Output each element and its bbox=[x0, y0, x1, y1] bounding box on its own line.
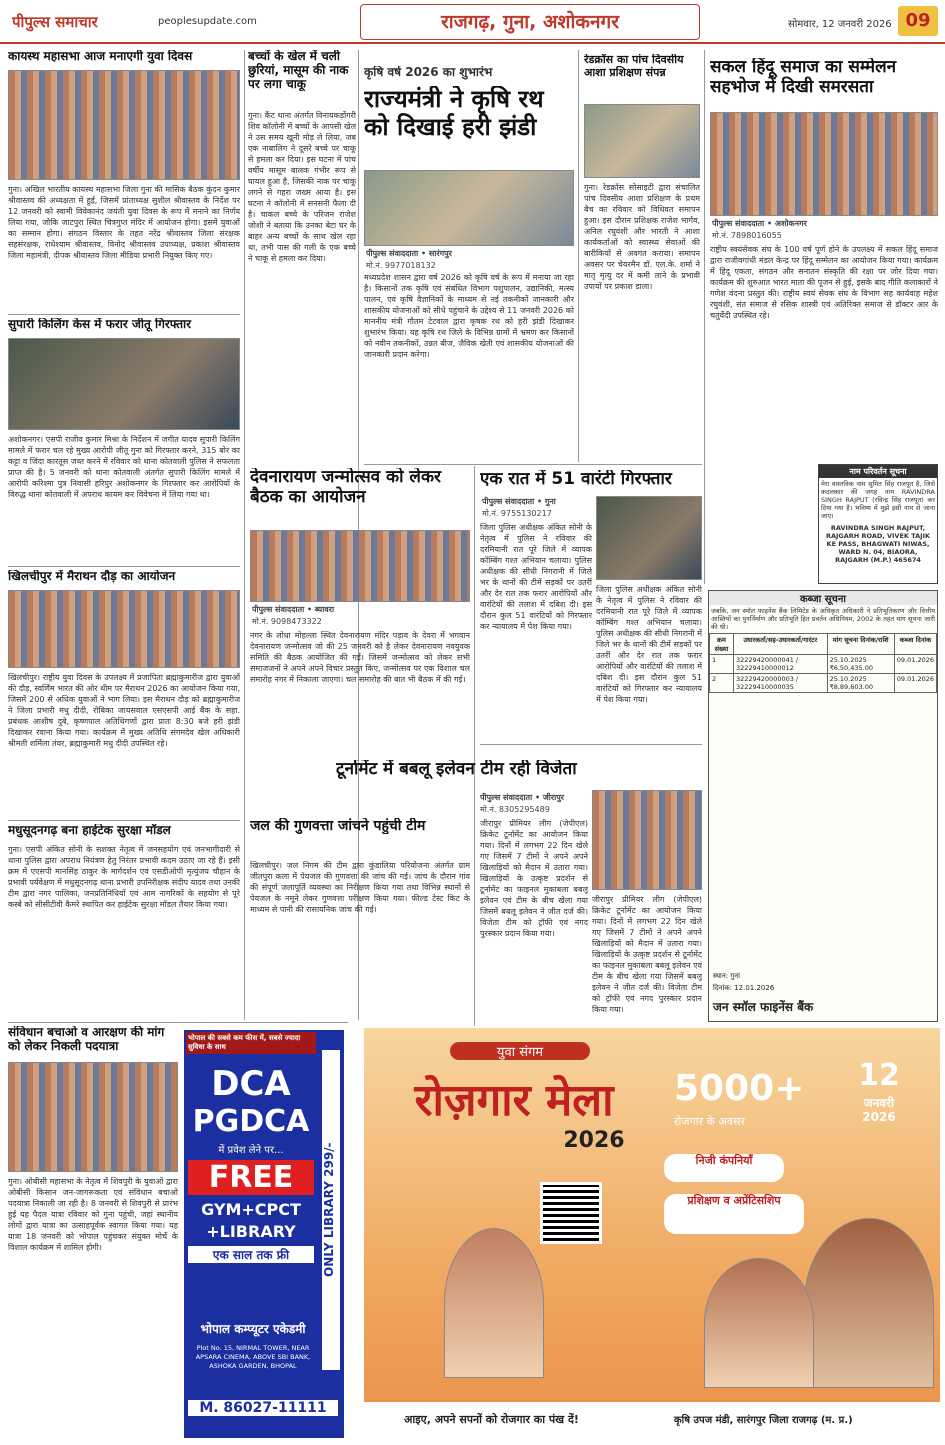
mobile-tournament: मो.नं. 8305295489 bbox=[480, 805, 550, 814]
name-change-body: मेरा वास्तविक नाम सुमित सिंह राजपूत है, जिसे कदलकार की जगह नाम RAVINDRA SINGH RAJPUT (रविन्द्र सिंह राजपूत) कर दिया गया है। भविष्य में मुझे इसी नाम से जाना जाए। bbox=[821, 480, 935, 520]
mela-date-year: 2026 bbox=[862, 1110, 896, 1124]
photo-leader-right bbox=[804, 1218, 934, 1388]
table-row: 2 32229420000003 / 32229410000035 25.10.2025 ₹8,89,603.00 09.01.2026 bbox=[710, 674, 937, 693]
article-water-quality: खिलचीपुर। जल निगम की टीम द्वारा कुंडालिया परियोजना अंतर्गत ग्राम जीतपुरा कला में पेयजल की गुणवत्ता की जांच की गई। जांच के दौरान गांव की संपूर्ण जलापूर्ति व्यवस्था का निरीक्षण किया गया तथा विभिन्न स्थानों से पेयजल के नमूने लेकर गुणवत्ता परीक्षण किया गया। फील्ड टेस्ट किट के माध्यम से पानी की रासायनिक जांच की गई। bbox=[250, 861, 470, 914]
mela-pill-private: निजी कंपनियाँ bbox=[664, 1154, 784, 1182]
headline-padyatra: संविधान बचाओ व आरक्षण की मांग को लेकर निकली पदयात्रा bbox=[8, 1026, 165, 1053]
notice-table bbox=[709, 633, 937, 693]
photo-police-arrest bbox=[8, 338, 240, 430]
photo-devnarayan bbox=[250, 530, 470, 602]
ad-dca-line2: PGDCA bbox=[192, 1104, 310, 1139]
credit-warranty: पीपुल्स संवाददाता • गुना bbox=[482, 497, 556, 506]
article-devnarayan: नगर के लोधा मोहल्ला स्थित देवनारायण मंदिर पड़ाव के देवरा में भगवान देवनारायण जन्मोत्सव जो की 25 जनवरी को है लेकर देवनारायण नवयुवक समिति की बैठक आयोजित की गई। जिसमें जन्मोत्सव को लेकर सभी समाजजनों ने अपने अपने विचार प्रस्तुत किए, जन्मोत्सव पर एक विशाल चल समारोह नगर में निकाला जाएगा। चल समारोह की बात भी बैठक में की गई। bbox=[250, 631, 470, 684]
headline-babloo-eleven: टूर्नामेंट में बबलू इलेवन टीम रही विजेता bbox=[336, 760, 577, 779]
notice-bank: जन स्मॉल फाइनेंस बैंक bbox=[713, 1000, 814, 1014]
photo-padyatra bbox=[8, 1062, 178, 1172]
article-babloo-eleven-cont: जीरापुर प्रीमियर लीग (जेपीएल) क्रिकेट टूर्नामेंट का आयोजन किया गया। दिनों में लगभग 22 दिन खेले गए जिसमें 7 टीमों ने अपने अपने खिलाड़ियों को मैदान में उतारा गया। खिलाड़ियों के उत्कृष्ट प्रदर्शन से टूर्नामेंट का फाइनल मुकाबला बबलू इलेवन एवं टीम के बीच खेला गया जिसमें बबलू इलेवन ने जीत दर्ज की। विजेता टीम को ट्रॉफी एवं नगद पुरस्कार प्रदान किया गया। bbox=[592, 895, 702, 1014]
name-change-notice bbox=[818, 464, 938, 584]
ad-dca-free: FREE bbox=[188, 1160, 314, 1195]
notice-title: कब्जा सूचना bbox=[709, 591, 937, 605]
mela-title: रोज़गार मेला bbox=[414, 1075, 614, 1126]
issue-date: सोमवार, 12 जनवरी 2026 bbox=[788, 19, 892, 30]
headline-hitech-security: मधुसूदनगढ़ बना हाईटेक सुरक्षा मॉडल bbox=[8, 824, 171, 837]
ad-dca-gym: GYM+CPCT bbox=[201, 1200, 301, 1219]
headline-water-quality: जल की गुणवत्ता जांचने पहुंची टीम bbox=[250, 818, 426, 834]
mobile-warranty: मो.नं. 9755130217 bbox=[482, 509, 552, 518]
brand-logo: पीपुल्स समाचार bbox=[12, 13, 98, 31]
section-title: राजगढ़, गुना, अशोकनगर bbox=[360, 4, 700, 40]
credit-sammelan: पीपुल्स संवाददाता • अशोकनगर bbox=[712, 219, 807, 228]
website-link[interactable]: peoplesupdate.com bbox=[158, 16, 257, 27]
article-51-warranty-cont: जिला पुलिस अधीक्षक अंकित सोनी के नेतृत्व में पुलिस ने रविवार की दरमियानी रात पूरे जिले में व्यापक कॉम्बिंग गश्त अभियान चलाया। पुलिस अधीक्षक की सीधी निगरानी में जिले भर के थानों की टीमें सड़कों पर उतरीं और देर रात तक फरार आरोपियों और वारंटियों की तलाश में दबिश दी। इस दौरान कुल 51 वारंटियों को गिरफ्तार कर न्यायालय में पेश किया गया। bbox=[596, 585, 702, 704]
photo-warranty-arrest bbox=[596, 496, 702, 580]
ad-dca-phone[interactable]: M. 86027-11111 bbox=[188, 1400, 338, 1416]
ad-dca-institute: भोपाल कम्प्यूटर एकेडमी bbox=[200, 1322, 306, 1336]
mobile-devnarayan: मो.नं. 9098473322 bbox=[252, 617, 322, 626]
photo-tournament bbox=[592, 790, 702, 890]
mela-tagline: आइए, अपने सपनों को रोजगार का पंख दें! bbox=[404, 1413, 579, 1426]
ad-dca-side-strip: ONLY LIBRARY 299/- bbox=[322, 1050, 340, 1370]
headline-devnarayan: देवनारायण जन्मोत्सव को लेकर बैठक का आयोजन bbox=[250, 468, 441, 507]
photo-krishi-rath bbox=[364, 170, 574, 246]
notice-date: दिनांक: 12.01.2026 bbox=[713, 984, 775, 992]
article-knife-attack: गुना। कैंट थाना अंतर्गत विनायकड़ोंगरी शिव कॉलोनी में बच्चों के आपसी खेल ने उस समय खूनी मोड़ ले लिया, जब एक नाबालिग ने दूसरे बच्चे पर चाकू से हमला कर दिया। इस घटना में पांच वर्षीय मासूम बालक गंभीर रूप से घायल हुआ है, जिसकी नाक पर चाकू लगने से गहरा जख्म आया है। इस घटना ने कॉलोनी में सनसनी फैला दी है। चाकल बच्चे के परिजन राजेश जोशी ने बताया कि उनका बेटा घर के बाहर अन्य बच्चों के साथ खेल रहा था, तभी पास की गली के एक बच्चे ने चाकू से हमला कर दिया। bbox=[248, 111, 356, 263]
mela-pill-training: प्रशिक्षण व अप्रेंटिसशिप bbox=[664, 1194, 804, 1234]
mobile-sammelan: मो.नं. 7898016055 bbox=[712, 231, 782, 240]
ad-dca-topline: भोपाल की सबसे कम फीस में, सबसे ज्यादा सुविधा के साथ bbox=[186, 1032, 316, 1054]
article-supari-killing: अशोकनगर। एसपी राजीव कुमार मिश्रा के निर्देशन में जगीत यादव सुपारी किलिंग मामले में फरार चल रहे मुख्य आरोपी जीतू गुना को गिरफ्तार करने, 315 बोर का कट्टा व जिंदा कारतूस जब्त करने में रविवार को थाना कोतवाली पुलिस ने सफलता प्राप्त की है। 5 जनवरी को थाना कोतवाली अंतर्गत सुपारी किलिंग मामले में आरोपी करिश्मा पुत्र निवासी हरिपुर अशोकनगर के गिरफ्तार कर आरोपियों के विरुद्ध थाना कोतवाली में अपराध कायम कर विवेचना में लिया गया था। bbox=[8, 435, 240, 499]
photo-redcross bbox=[584, 104, 700, 178]
mela-count-sub: रोजगार के अवसर bbox=[674, 1115, 745, 1128]
mela-date-day: 12 bbox=[858, 1058, 900, 1093]
ad-dca-oneyear: एक साल तक फ्री bbox=[188, 1246, 314, 1263]
page-number: 09 bbox=[898, 6, 938, 36]
credit-devnarayan: पीपुल्स संवाददाता • ब्यावरा bbox=[252, 605, 335, 614]
photo-leader-left bbox=[444, 1228, 544, 1378]
ad-dca-address: Plot No. 15, NIRMAL TOWER, NEAR APSARA CINEMA, ABOVE SBI BANK, ASHOKA GARDEN, BHOPAL bbox=[195, 1344, 311, 1370]
mela-date-month: जनवरी bbox=[863, 1096, 895, 1110]
photo-kayastha-meeting bbox=[8, 70, 240, 180]
photo-hindu-sammelan bbox=[710, 112, 938, 216]
mela-small: युवा संगम bbox=[450, 1042, 590, 1060]
headline-51-warranty: एक रात में 51 वारंटी गिरफ्तार bbox=[480, 470, 672, 489]
article-padyatra: गुना। ओबीसी महासभा के नेतृत्व में शिवपुरी के युवाओं द्वारा ओबीसी किसान जन-जागरूकता एवं संविधान बचाओ पदयात्रा निकाली जा रही है। 8 जनवरी से शिवपुरी से प्रारंभ हुई यह पैदल यात्रा रविवार को गुना पहुंची, जहां स्थानीय लोगों द्वारा यात्रा का उत्साहपूर्वक स्वागत किया गया। यह यात्रा 18 जनवरी को भोपाल पहुंचकर संयुक्त मोर्चे के विशाल कार्यक्रम में शामिल होगी। bbox=[8, 1177, 178, 1252]
credit-tournament: पीपुल्स संवाददाता • जीरापुर bbox=[480, 793, 565, 802]
photo-leader-center bbox=[704, 1258, 814, 1388]
headline-knife-attack: बच्चों के खेल में चली छुरियां, मासूम की नाक पर लगा चाकू bbox=[248, 50, 349, 91]
notice-intro: जबकि, जन स्मॉल फाइनेंस बैंक लिमिटेड के अधिकृत अधिकारी ने प्रतिभूतिकरण और वित्तीय आस्तियों का पुनर्निर्माण और प्रतिभूति हित प्रवर्तन अधिनियम, 2002 के तहत मांग सूचना जारी की थी। bbox=[711, 607, 935, 631]
mela-count: 5000+ bbox=[674, 1068, 805, 1109]
mela-year: 2026 bbox=[563, 1128, 625, 1153]
headline-supari-killing: सुपारी किलिंग केस में फरार जीतू गिरफ्तार bbox=[8, 318, 192, 331]
ad-dca-line3: में प्रवेश लेने पर... bbox=[218, 1145, 284, 1156]
photo-marathon bbox=[8, 590, 240, 668]
article-babloo-eleven: जीरापुर प्रीमियर लीग (जेपीएल) क्रिकेट टूर्नामेंट का आयोजन किया गया। दिनों में लगभग 22 दिन खेले गए जिसमें 7 टीमों ने अपने अपने खिलाड़ियों को मैदान में उतारा गया। खिलाड़ियों के उत्कृष्ट प्रदर्शन से टूर्नामेंट का फाइनल मुकाबला बबलू इलेवन एवं टीम के बीच खेला गया जिसमें बबलू इलेवन ने जीत दर्ज की। विजेता टीम को ट्रॉफी एवं नगद पुरस्कार प्रदान किया गया। bbox=[480, 819, 588, 938]
article-redcross: गुना। रेडक्रॉस सोसाइटी द्वारा संचालित पांच दिवसीय आशा प्रशिक्षण के प्रथम बैच का रविवार को विधिवत समापन हुआ। इस दौरान प्रशिक्षक राजेश भार्गव, अनिल रघुवंशी और भारती ने आशा कार्यकर्ताओं को स्वास्थ्य सेवाओं की बारीकियों से अवगत कराया। समापन अवसर पर चेयरमैन डॉ. एल.के. शर्मा ने मातृ मृत्यु दर में कमी लाने के प्रभावी उपायों पर प्रकाश डाला। bbox=[584, 183, 700, 291]
name-change-address: RAVINDRA SINGH RAJPUT, RAJGARH ROAD, VIVEK TAJIK KE PASS, BHAGWATI NIWAS, WARD N. 04, BIAORA, RAJGARH (M.P.) 465674 bbox=[825, 524, 931, 564]
notice-col-possession: कब्जा दिनांक bbox=[894, 634, 936, 655]
ad-rozgar-mela[interactable] bbox=[364, 1028, 940, 1438]
credit-krishi: पीपुल्स संवाददाता • सारंगपुर bbox=[366, 249, 452, 258]
notice-col-sno: क्रम संख्या bbox=[710, 634, 734, 655]
article-51-warranty: जिला पुलिस अधीक्षक अंकित सोनी के नेतृत्व में पुलिस ने रविवार की दरमियानी रात पूरे जिले में व्यापक कॉम्बिंग गश्त अभियान चलाया। पुलिस अधीक्षक की सीधी निगरानी में जिले भर के थानों की टीमें सड़कों पर उतरीं और देर रात तक फरार आरोपियों और वारंटियों की तलाश में दबिश दी। इस दौरान कुल 51 वारंटियों को गिरफ्तार कर न्यायालय में पेश किया गया। bbox=[480, 523, 592, 631]
article-marathon: खिलचीपुर। राष्ट्रीय युवा दिवस के उपलक्ष्य में प्रजापिता ब्रह्माकुमारीज द्वारा युवाओं की दौड़, स्वर्णिम भारत की ओर थीम पर मैराथन 2026 का आयोजन किया गया, जिसमें 200 से अधिक युवाओं ने भाग लिया। इस मैराथन दौड़ को ब्रह्माकुमारीज ने जिला प्रभारी मधु दीदी, रोबिका जायसवाल एसएसपी आई बैंक के सहा. प्रबंधक आशीष दुबे, कृष्णपाल अतिथिगणों द्वारा प्रातः 8:30 बजे हरी झंडी दिखाकर रवाना किया गया। कार्यक्रम में मुख्य अतिथि संगमदेव खेल अधिकारी श्रीमती शर्मिला तंवर, ब्रह्माकुमारी मधु दीदी उपस्थित रहे। bbox=[8, 673, 240, 748]
headline-hindu-sammelan: सकल हिंदू समाज का सम्मेलन सहभोज में दिखी समरसता bbox=[710, 58, 897, 97]
name-change-title: नाम परिवर्तन सूचना bbox=[819, 465, 937, 478]
mela-venue: कृषि उपज मंडी, सारंगपुर जिला राजगढ़ (म. प्र.) bbox=[674, 1415, 853, 1426]
qr-code-icon[interactable] bbox=[540, 1182, 602, 1244]
notice-place: स्थान: गुना bbox=[713, 972, 740, 980]
notice-col-borrower: उधारकर्ता/सह-उधारकर्ता/गारंटर bbox=[733, 634, 827, 655]
ad-dca-library: +LIBRARY bbox=[206, 1222, 296, 1241]
headline-kayastha: कायस्थ महासभा आज मनाएगी युवा दिवस bbox=[8, 50, 193, 63]
headline-krishi-rath: राज्यमंत्री ने कृषि रथ को दिखाई हरी झंडी bbox=[364, 86, 544, 141]
article-hitech-security: गुना। एसपी अंकित सोनी के सशक्त नेतृत्व में जनसहयोग एवं जनभागीदारी से थाना पुलिस द्वारा अपराध नियंत्रण हेतु निरंतर प्रभावी कदम उठाए जा रहे हैं। इसी क्रम में एएसपी मानसिंह ठाकुर के मार्गदर्शन एवं एसडीओपी मृत्युंजय चौहान के प्रभावी पर्यवेक्षण में मधुसूदनगढ़ थाना प्रभारी उपनिरीक्षक संदीप यादव तथा उनकी टीम द्वारा नगर पालिका, जनप्रतिनिधियों एवं आम नागरिकों के सहयोग से पूरे कस्बे को सीसीटीवी कैमरे स्थापित कर हाईटेक सुरक्षा मॉडल तैयार किया गया। bbox=[8, 845, 240, 909]
article-krishi-rath: मध्यप्रदेश शासन द्वारा वर्ष 2026 को कृषि वर्ष के रूप में मनाया जा रहा है। किसानों तक कृषि एवं संबंधित विभाग पशुपालन, उद्यानिकी, मत्स्य पालन, एवं कृषि वैज्ञानिकों के माध्यम से नई तकनीकों जानकारी और शासकीय योजनाओं को सीधे पहुंचाने के उद्देश्य से 11 जनवरी 2026 को माननीय मंत्री गौतम टेटवाल द्वारा कृषक रथ को हरी झंडी दिखाकर शुभारंभ किया। यह कृषि रथ जिले के विभिन्न ग्रामों में भ्रमण कर किसानों को नवीन तकनीकों, उन्नत बीज, जैविक खेती एवं शासकीय योजनाओं की जानकारी प्रदान करेगा। bbox=[364, 273, 574, 359]
article-kayastha: गुना। अखिल भारतीय कायस्थ महासभा जिला गुना की मासिक बैठक कुंदन कुमार श्रीवास्तव की अध्यक्षता में हुई, जिसमें प्रांताध्यक्ष सुशील श्रीवास्तव के निर्देश पर 12 जनवरी को स्वामी विवेकानंद जयंती युवा दिवस के रूप में मनाने का निर्णय लिया गया, जोकि जाटपुरा स्थित चित्रगुप्त मंदिर में आयोजन होगा। इसमें युवाओं का सम्मान होगा। संगठन विस्तार के तहत नरेंद्र श्रीवास्तव जिला संरक्षक सहसंरक्षक, राधेश्याम श्रीवास्तव, विनोद श्रीवास्तव उपाध्यक्ष, प्रकाश श्रीवास्तव जिला महामंत्री, दीपक श्रीवास्तव जिला मीडिया प्रभारी नियुक्त किए गए। bbox=[8, 185, 240, 260]
mobile-krishi: मो.नं. 9977018132 bbox=[366, 261, 436, 270]
ad-dca-pgdca[interactable] bbox=[184, 1030, 344, 1438]
table-row: 1 32229420000041 / 32229410000012 25.10.2025 ₹6,50,435.00 09.01.2026 bbox=[710, 655, 937, 674]
headline-marathon: खिलचीपुर में मैराथन दौड़ का आयोजन bbox=[8, 570, 176, 583]
headline-redcross: रेडक्रॉस का पांच दिवसीय आशा प्रशिक्षण संपन्न bbox=[584, 54, 684, 79]
kicker-krishi: कृषि वर्ष 2026 का शुभारंभ bbox=[364, 66, 493, 79]
notice-col-demand: मांग सूचना दिनांक/राशि bbox=[827, 634, 894, 655]
possession-notice bbox=[708, 590, 938, 1022]
ad-dca-line1: DCA bbox=[211, 1064, 291, 1104]
article-hindu-sammelan: राष्ट्रीय स्वयंसेवक संघ के 100 वर्ष पूर्ण होने के उपलक्ष्य में सकल हिंदू समाज द्वारा राजीवगांधी मंडल केन्द्र पर हिंदू सम्मेलन का आयोजन किया गया। कार्यक्रम में हिंदू एकता, संगठन और सनातन संस्कृति की रक्षा पर जोर दिया गया। कार्यक्रम की शुरुआत भारत माता की पूजन से हुई, इसके बाद गीति कलाकारों ने गणेश वंदना प्रस्तुत की। राष्ट्रीय स्वयं सेवक संघ के विभाग सह कार्यवाह महेश रघुवंशी, संत समाज से रसिक शास्त्री एवं अतिरिक्त समाज से डॉक्टर आर के चतुर्वेदी उपस्थित रहे। bbox=[710, 245, 938, 320]
